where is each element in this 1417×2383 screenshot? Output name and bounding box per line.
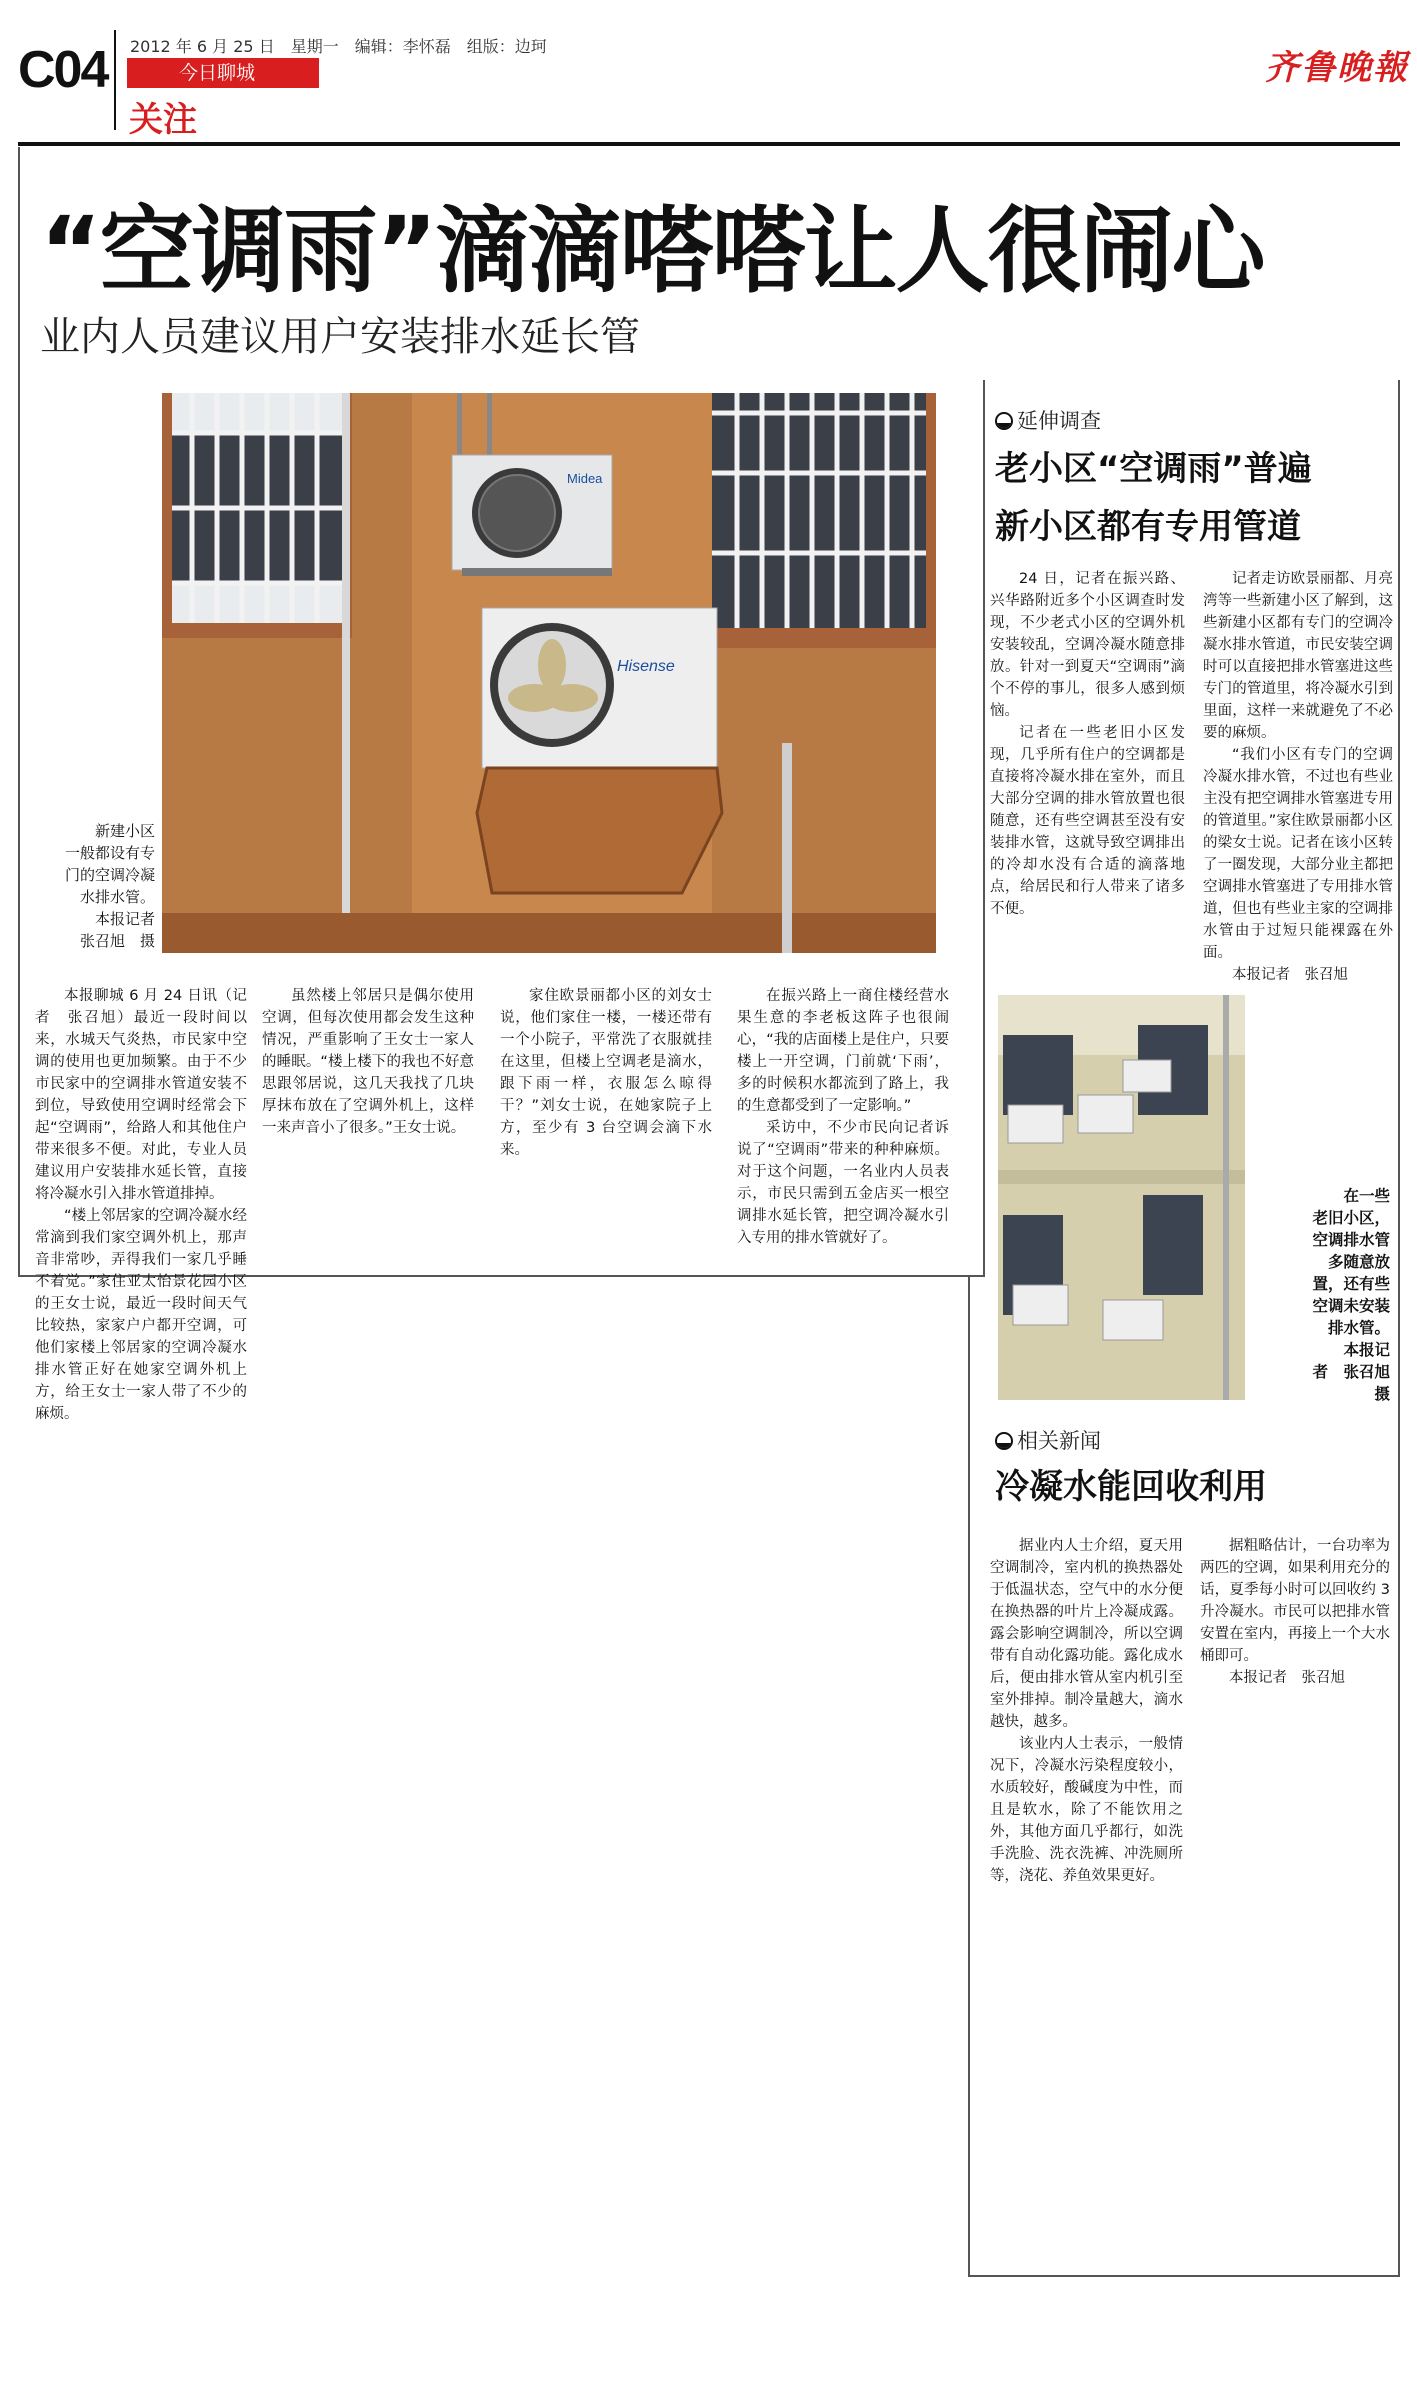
caption-line: 在一些 — [1343, 1187, 1390, 1205]
half-circle-icon — [995, 412, 1013, 430]
caption-line: 老旧小区， — [1312, 1209, 1390, 1227]
side-photo — [998, 995, 1245, 1400]
title-line: 新小区都有专用管道 — [995, 507, 1301, 547]
subheadline: 业内人员建议用户安装排水延长管 — [40, 314, 640, 360]
hisense-logo-text: Hisense — [617, 658, 675, 675]
page-number: C04 — [18, 41, 108, 99]
paragraph: 记者在一些老旧小区发现，几乎所有住户的空调都是直接将冷凝水排在室外，而且大部分空调的排水管放置也很随意，还有些空调甚至没有安装排水管，这就导致空调排出的冷却水没有合适的滴落地点，给居民和行人带来了诸多不便。 — [990, 725, 1185, 917]
paragraph: “我们小区有专门的空调冷凝水排水管，不过也有些业主没有把空调排水管塞进专用的管道里。”家住欧景丽都小区的梁女士说。记者在该小区转了一圈发现，大部分业主都把空调排水管塞进了专用排水管道，但也有些业主家的空调排水管由于过短只能裸露在外面。 — [1203, 747, 1393, 961]
caption-line: 者 张召旭 — [1312, 1363, 1390, 1381]
frame-line — [983, 380, 985, 1277]
top-rule — [18, 142, 1400, 146]
side-photo-caption — [1255, 1185, 1390, 1405]
paragraph: 记者走访欧景丽都、月亮湾等一些新建小区了解到，这些新建小区都有专门的空调冷凝水排水管道，市民安装空调时可以直接把排水管塞进这些专门的管道里，将冷凝水引到里面，这样一来就避免了不必要的麻烦。 — [1203, 571, 1393, 741]
main-photo — [162, 393, 936, 953]
newspaper-logo: 齐鲁晚報 — [1265, 48, 1409, 88]
article-column-1 — [35, 985, 247, 1425]
old-building-photo — [998, 995, 1245, 1400]
paragraph: 该业内人士表示，一般情况下，冷凝水污染程度较小，水质较好，酸碱度为中性，而且是软水，除了不能饮用之外，其他方面几乎都行，如洗手洗脸、洗衣洗裤、冲洗厕所等，浇花、养鱼效果更好。 — [990, 1736, 1183, 1884]
caption-line: 门的空调冷凝 — [64, 866, 155, 884]
caption-line: 置，还有些 — [1312, 1275, 1390, 1293]
kicker-label: 延伸调查 — [1017, 409, 1101, 433]
side-column-1 — [990, 568, 1185, 920]
midea-logo-text: Midea — [567, 471, 603, 486]
caption-line: 一般都设有专 — [64, 844, 155, 862]
byline: 本报记者 张召旭 — [1232, 967, 1348, 983]
paragraph: 虽然楼上邻居只是偶尔使用空调，但每次使用都会发生这种情况，严重影响了王女士一家人的睡眠。“楼上楼下的我也不好意思跟邻居说，这几天我找了几块厚抹布放在了空调外机上，这样一来声音小了很多。”王女士说。 — [262, 988, 474, 1136]
paragraph: 家住欧景丽都小区的刘女士说，他们家住一楼，一楼还带有一个小院子，平常洗了衣服就挂在这里，但楼上空调老是滴水，跟下雨一样，衣服怎么晾得干？”刘女士说，在她家院子上方，至少有 3 台空调会滴下水来。 — [500, 988, 712, 1158]
side-column-2 — [1203, 568, 1393, 986]
divider — [114, 30, 116, 130]
paragraph: 据业内人士介绍，夏天用空调制冷，室内机的换热器处于低温状态，空气中的水分便在换热器的叶片上冷凝成露。露会影响空调制冷，所以空调带有自动化露功能。露化成水后，便由排水管从室内机引至室外排掉。制冷量越大，滴水越快，越多。 — [990, 1538, 1183, 1730]
caption-line: 摄 — [1374, 1385, 1390, 1403]
half-circle-icon — [995, 1432, 1013, 1450]
paragraph: 据粗略估计，一台功率为两匹的空调，如果利用充分的话，夏季每小时可以回收约 3 升冷凝水。市民可以把排水管安置在室内，再接上一个大水桶即可。 — [1200, 1538, 1390, 1664]
headline: “空调雨”滴滴嗒嗒让人很闹心 — [40, 197, 1264, 306]
paragraph: 在振兴路上一商住楼经营水果生意的李老板这阵子也很闹心，“我的店面楼上是住户，只要楼上一开空调，门前就‘下雨’，多的时候积水都流到了路上，我的生意都受到了一定影响。” — [737, 988, 949, 1114]
main-photo-caption — [35, 820, 155, 952]
section-tab: 今日聊城 — [127, 58, 319, 88]
paragraph: 采访中，不少市民向记者诉说了“空调雨”带来的种种麻烦。对于这个问题，一名业内人员表示，市民只需到五金店买一根空调排水延长管，把空调冷凝水引入专用的排水管就好了。 — [737, 1120, 949, 1246]
caption-line: 本报记者 — [94, 910, 155, 928]
article-column-2 — [262, 985, 474, 1139]
side-column-4 — [1200, 1535, 1390, 1689]
article-column-4 — [737, 985, 949, 1249]
paragraph: 24 日，记者在振兴路、兴华路附近多个小区调查时发现，不少老式小区的空调外机安装较乱，空调冷凝水随意排放。针对一到夏天“空调雨”滴个不停的事儿，很多人感到烦恼。 — [990, 571, 1185, 719]
frame-line — [18, 147, 20, 1275]
byline: 本报记者 张召旭 — [1229, 1670, 1345, 1686]
air-conditioner-photo — [162, 393, 936, 953]
title-line: 老小区“空调雨”普遍 — [995, 449, 1312, 489]
side-story-title: 冷凝水能回收利用 — [995, 1467, 1267, 1507]
caption-line: 张召旭 摄 — [79, 932, 155, 950]
paragraph: “楼上邻居家的空调冷凝水经常滴到我们家空调外机上，那声音非常吵，弄得我们一家几乎睡不着觉。”家住亚太怡景花园小区的王女士说，最近一段时间天气比较热，家家户户都开空调，可他们家楼上邻居家的空调冷凝水排水管正好在她家空调外机上方，给王女士一家人带了不少的麻烦。 — [35, 1208, 247, 1422]
caption-line: 新建小区 — [94, 822, 155, 840]
article-column-3 — [500, 985, 712, 1161]
frame-line — [968, 2275, 1400, 2277]
caption-line: 多随意放 — [1327, 1253, 1390, 1271]
paragraph: 本报聊城 6 月 24 日讯（记者 张召旭）最近一段时间以来，水城天气炎热，市民家中空调的使用也更加频繁。由于不少市民家中的空调排水管道安装不到位，导致使用空调时经常会下起“空调雨”，给路人和其他住户带来很多不便。对此，专业人员建议用户安装排水延长管，直接将冷凝水引入排水管道排掉。 — [35, 988, 247, 1202]
frame-line — [1398, 380, 1400, 2275]
caption-line: 本报记 — [1343, 1341, 1390, 1359]
side-column-3 — [990, 1535, 1183, 1887]
caption-line: 水排水管。 — [79, 888, 155, 906]
kicker-related-news — [995, 1425, 1101, 1455]
side-story-title — [995, 440, 1312, 556]
caption-line: 空调未安装 — [1312, 1297, 1390, 1315]
kicker-extended-investigation — [995, 405, 1101, 435]
kicker-label: 相关新闻 — [1017, 1429, 1101, 1453]
frame-line — [968, 1277, 970, 2277]
section-label: 关注 — [129, 100, 197, 140]
caption-line: 排水管。 — [1327, 1319, 1390, 1337]
issue-meta: 2012 年 6 月 25 日 星期一 编辑：李怀磊 组版：边珂 — [130, 37, 547, 56]
caption-line: 空调排水管 — [1312, 1231, 1390, 1249]
